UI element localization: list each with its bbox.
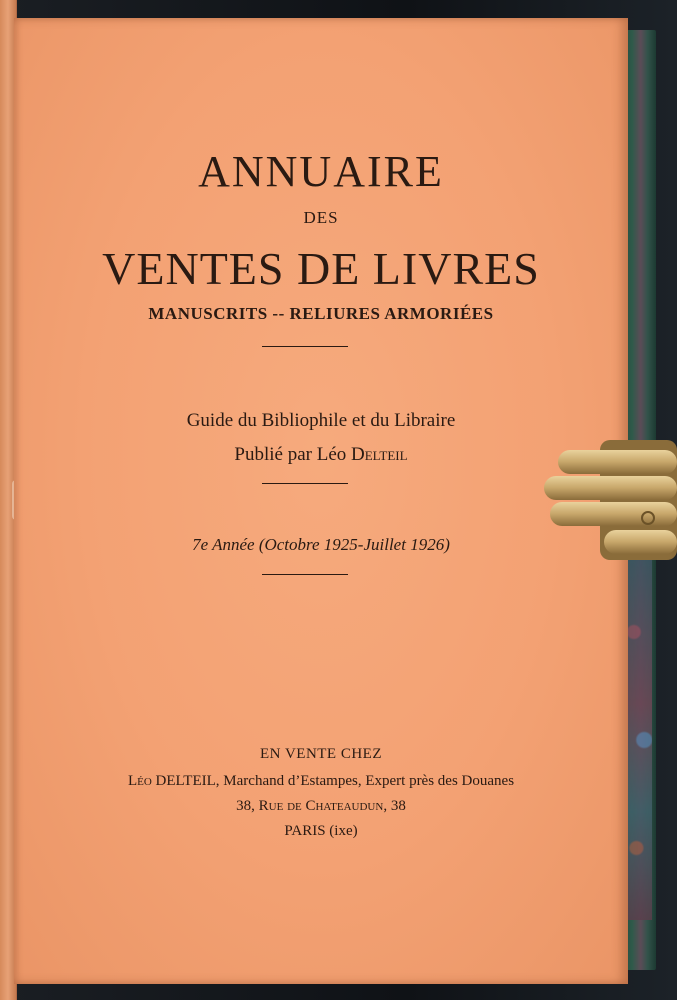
title-des: DES [303,208,339,227]
subtitle: MANUSCRITS -- RELIURES ARMORIÉES [148,304,494,323]
sale-heading: EN VENTE CHEZ [259,746,383,762]
title-page [14,18,628,984]
brass-hand-page-holder [540,440,677,560]
divider-rule-1 [262,346,348,347]
address-line: 38, Rue de Chateaudun, 38 [236,798,406,814]
seller-first: Léo [127,773,152,789]
title-annuaire: ANNUAIRE [198,147,444,196]
publisher-line [14,444,628,466]
guide-line: Guide du Bibliophile et du Libraire [186,410,456,431]
city-line: PARIS (ixe) [284,823,358,839]
publisher-prefix: Publié par Léo [234,444,352,465]
edition-line: 7e Année (Octobre 1925-Juillet 1926) [192,535,450,554]
publisher-name: Delteil [351,444,408,465]
divider-rule-3 [262,574,348,575]
seller-rest: DELTEIL, Marchand d’Estampes, Expert près des Douanes [151,773,515,789]
marbled-endpaper [626,560,652,920]
title-ventes-de-livres: VENTES DE LIVRES [102,243,540,294]
title-page-text [14,18,628,984]
divider-rule-2 [262,483,348,484]
seller-line [14,773,628,790]
